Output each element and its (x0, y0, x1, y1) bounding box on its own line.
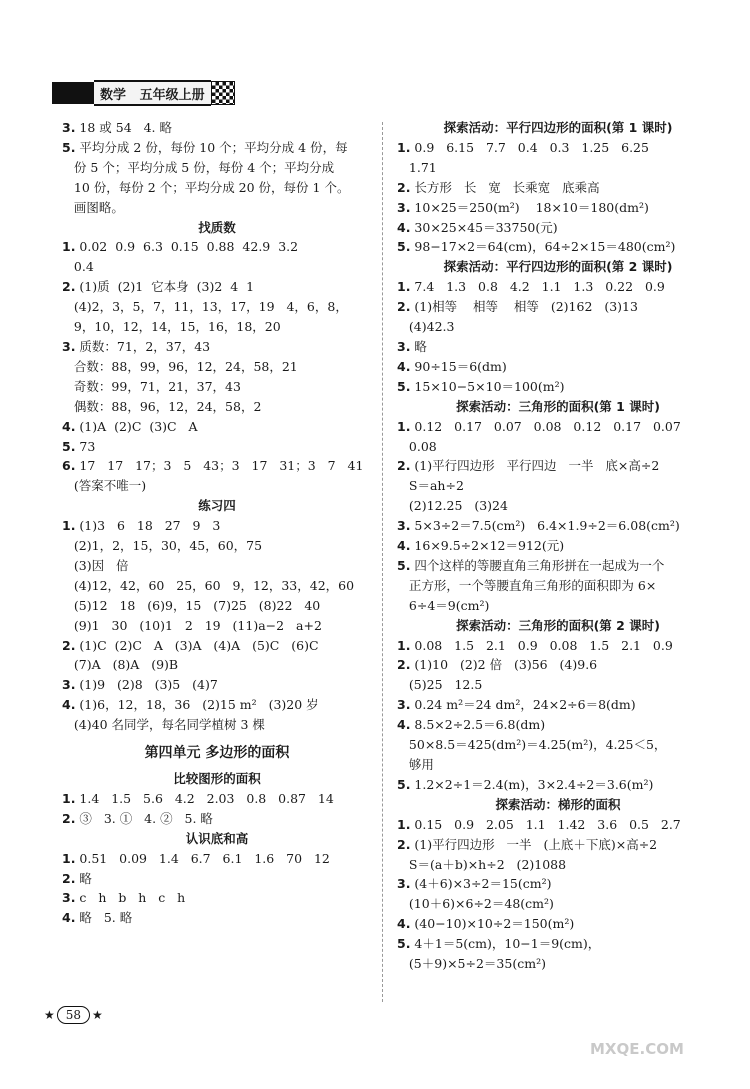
answer-text: (5＋9)×5÷2＝35(cm²) (397, 956, 546, 972)
question-number: 1. (397, 637, 411, 653)
answer-line (62, 576, 372, 596)
answer-text: 0.08 (397, 438, 437, 454)
answer-text: (1)9 (2)8 (3)5 (4)7 (75, 677, 218, 693)
answer-line (397, 815, 719, 835)
answer-line (62, 417, 372, 437)
answer-line (397, 576, 719, 596)
question-number: 4. (397, 219, 411, 235)
answer-line (62, 357, 372, 377)
header-title: 数学 五年级上册 (100, 87, 205, 103)
answer-line (62, 655, 372, 675)
header-black-bar (52, 82, 94, 104)
answer-text: (1)平行四边形 一半 (上底＋下底)×高÷2 (410, 836, 658, 852)
answer-text: 0.24 m²＝24 dm²，24×2÷6＝8(dm) (410, 697, 636, 713)
question-number: 1. (62, 790, 76, 806)
answer-line (397, 715, 719, 735)
answer-line (62, 277, 372, 297)
answer-text: 略 (410, 338, 427, 354)
section-heading: 探索活动：平行四边形的面积(第 1 课时) (443, 120, 673, 135)
question-number: 1. (397, 418, 411, 434)
answer-text: (1)相等 相等 相等 (2)162 (3)13 (410, 299, 638, 315)
question-number: 5. (397, 378, 411, 394)
answer-line (397, 934, 719, 954)
question-number: 5. (397, 776, 411, 792)
question-number: 3. (397, 338, 411, 354)
answer-text: (3)因 倍 (62, 557, 129, 573)
answer-line (397, 675, 719, 695)
answer-text: 0.08 1.5 2.1 0.9 0.08 1.5 2.1 0.9 (410, 637, 673, 653)
answer-text: c h b h c h (75, 890, 186, 906)
answer-text: (7)A (8)A (9)B (62, 657, 179, 673)
section-heading: 练习四 (198, 498, 236, 514)
question-number: 1. (397, 279, 411, 295)
answer-text: 17 17 17；3 5 43；3 17 31；3 7 41 (75, 458, 364, 474)
answer-text: 0.15 0.9 2.05 1.1 1.42 3.6 0.5 2.7 (410, 816, 681, 832)
answer-text: 73 (75, 438, 96, 454)
answer-line (62, 675, 372, 695)
answer-text: 50×8.5＝425(dm²)＝4.25(m²)，4.25＜5， (397, 737, 667, 753)
star-icon: ★ (44, 1008, 55, 1022)
answer-line (397, 655, 719, 675)
answer-line (62, 297, 372, 317)
answer-line (397, 337, 719, 357)
question-number: 3. (397, 697, 411, 713)
answer-text: 90÷15＝6(dm) (410, 358, 507, 374)
question-number: 3. (62, 890, 76, 906)
answer-line (62, 616, 372, 636)
answer-text: 长方形 长 宽 长乘宽 底乘高 (410, 179, 600, 195)
answer-line (397, 437, 719, 457)
answer-text: 平均分成 2 份，每份 10 个；平均分成 4 份，每 (75, 139, 348, 155)
answer-line (397, 297, 719, 317)
answer-line (397, 855, 719, 875)
answer-text: 够用 (397, 757, 434, 772)
answer-line (62, 789, 372, 809)
question-number: 1. (62, 518, 76, 534)
answer-text: 奇数：99，71，21，37，43 (62, 378, 241, 394)
question-number: 5. (397, 936, 411, 952)
answer-line (62, 198, 372, 218)
answer-line (62, 516, 372, 536)
question-number: 1. (397, 139, 411, 155)
answer-line (397, 138, 719, 158)
answer-line (397, 755, 719, 775)
answer-text: (1)10 (2)2 倍 (3)56 (4)9.6 (410, 657, 598, 673)
answer-text: 质数：71，2，37，43 (75, 338, 211, 354)
answer-line (62, 138, 372, 158)
answer-line (397, 317, 719, 337)
answer-line (397, 636, 719, 656)
answer-line (62, 556, 372, 576)
answer-text: 18 或 54 4. 略 (75, 120, 173, 135)
answer-text: 9，10，12，14，15，16，18，20 (62, 319, 281, 335)
answer-text: (40−10)×10÷2＝150(m²) (410, 916, 575, 932)
answer-text: 30×25×45＝33750(元) (410, 219, 558, 235)
question-number: 4. (397, 538, 411, 554)
answer-text: S＝ah÷2 (397, 478, 464, 494)
answer-line (397, 874, 719, 894)
unit-title: 第四单元 多边形的面积 (144, 745, 290, 762)
question-number: 4. (62, 418, 76, 434)
question-number: 5. (62, 139, 76, 155)
answer-text: (1)平行四边形 平行四边 一半 底×高÷2 (410, 458, 660, 474)
answer-text: (9)1 30 (10)1 2 19 (11)a−2 a+2 (62, 617, 322, 633)
section-heading: 认识底和高 (185, 830, 249, 846)
answer-line (397, 596, 719, 616)
answer-line (397, 218, 719, 238)
answer-text: 7.4 1.3 0.8 4.2 1.1 1.3 0.22 0.9 (410, 279, 665, 295)
answer-line (397, 735, 719, 755)
answer-text: (10＋6)×6÷2＝48(cm²) (397, 896, 554, 912)
answer-line (62, 158, 372, 178)
answer-text: (5)12 18 (6)9，15 (7)25 (8)22 40 (62, 597, 321, 613)
answer-text: (2)1，2，15，30，45，60，75 (62, 538, 263, 554)
question-number: 2. (62, 637, 76, 653)
question-number: 2. (62, 810, 76, 826)
answer-text: 偶数：88，96，12，24，58，2 (62, 398, 262, 414)
answer-text: 略 5. 略 (75, 910, 133, 926)
answer-line (397, 516, 719, 536)
answer-text: 四个这样的等腰直角三角形拼在一起成为一个 (410, 557, 665, 573)
answer-text: (4)12，42，60 25，60 9，12，33，42，60 (62, 577, 355, 593)
watermark: MXQE.COM (590, 1040, 684, 1058)
answer-line (62, 337, 372, 357)
answer-text: 份 5 个；平均分成 5 份，每份 4 个；平均分成 (62, 159, 335, 175)
answer-text: 0.9 6.15 7.7 0.4 0.3 1.25 6.25 (410, 139, 649, 155)
star-icon: ★ (92, 1008, 103, 1022)
answer-line (397, 835, 719, 855)
question-number: 3. (397, 876, 411, 892)
answer-line (62, 397, 372, 417)
answer-line (62, 869, 372, 889)
answer-text: 0.4 (62, 259, 94, 275)
answer-line (62, 536, 372, 556)
question-number: 2. (397, 657, 411, 673)
answer-line (62, 377, 372, 397)
answer-text: 8.5×2÷2.5＝6.8(dm) (410, 717, 546, 733)
column-divider (382, 122, 383, 1002)
answer-text: 1.4 1.5 5.6 4.2 2.03 0.8 0.87 14 (75, 790, 334, 806)
page-header (52, 80, 266, 106)
answer-text: 16×9.5÷2×12＝912(元) (410, 538, 565, 554)
question-number: 2. (62, 279, 76, 295)
question-number: 5. (397, 239, 411, 255)
answer-line (62, 456, 372, 476)
answer-line (62, 596, 372, 616)
question-number: 2. (397, 299, 411, 315)
answer-text: (答案不唯一) (62, 478, 147, 494)
question-number: 6. (62, 458, 76, 474)
page-number: 58 (57, 1006, 90, 1024)
answer-text: 1.71 (397, 159, 437, 175)
checker-decoration-icon (211, 81, 235, 105)
question-number: 1. (62, 850, 76, 866)
answer-line (397, 417, 719, 437)
question-number: 2. (397, 836, 411, 852)
answer-line (397, 178, 719, 198)
answer-text: 10×25＝250(m²) 18×10＝180(dm²) (410, 199, 649, 215)
answer-text: ③ 3. ① 4. ② 5. 略 (75, 810, 213, 826)
answer-text: 5×3÷2＝7.5(cm²) 6.4×1.9÷2＝6.08(cm²) (410, 518, 680, 534)
answer-line (397, 536, 719, 556)
answer-line (62, 437, 372, 457)
answer-text: 画图略。 (62, 199, 124, 215)
answer-text: 1.2×2÷1＝2.4(m)，3×2.4÷2＝3.6(m²) (410, 776, 654, 792)
question-number: 1. (62, 239, 76, 255)
question-number: 4. (397, 916, 411, 932)
answer-text: (4)42.3 (397, 319, 455, 335)
answer-text: 0.51 0.09 1.4 6.7 6.1 1.6 70 12 (75, 850, 330, 866)
answer-line (397, 496, 719, 516)
answer-line (397, 456, 719, 476)
question-number: 2. (62, 870, 76, 886)
question-number: 5. (397, 557, 411, 573)
question-number: 4. (397, 717, 411, 733)
answer-text: 合数：88，99，96，12，24，58，21 (62, 358, 298, 374)
answer-text: 正方形，一个等腰直角三角形的面积即为 6× (397, 577, 657, 593)
answer-text: 10 份，每份 2 个；平均分成 20 份，每份 1 个。 (62, 179, 350, 195)
question-number: 4. (397, 358, 411, 374)
answer-line (62, 118, 372, 138)
answer-line (397, 476, 719, 496)
section-heading: 比较图形的面积 (173, 771, 261, 786)
answer-line (397, 198, 719, 218)
left-column (62, 118, 372, 928)
answer-line (62, 317, 372, 337)
answer-line (397, 158, 719, 178)
answer-text: (1)质 (2)1 它本身 (3)2 4 1 (75, 279, 255, 295)
answer-line (397, 556, 719, 576)
section-heading: 探索活动：三角形的面积(第 1 课时) (456, 398, 660, 414)
answer-line (397, 377, 719, 397)
question-number: 3. (62, 120, 76, 135)
section-heading: 找质数 (198, 219, 236, 235)
question-number: 3. (397, 518, 411, 534)
answer-line (62, 849, 372, 869)
answer-text: (1)3 6 18 27 9 3 (75, 518, 221, 534)
question-number: 2. (397, 179, 411, 195)
answer-line (62, 636, 372, 656)
answer-text: 0.02 0.9 6.3 0.15 0.88 42.9 3.2 (75, 239, 299, 255)
question-number: 5. (62, 438, 76, 454)
answer-line (62, 237, 372, 257)
answer-text: (1)C (2)C A (3)A (4)A (5)C (6)C (75, 637, 319, 653)
answer-line (397, 357, 719, 377)
question-number: 2. (397, 458, 411, 474)
answer-line (62, 178, 372, 198)
answer-text: 略 (75, 870, 92, 886)
question-number: 3. (62, 338, 76, 354)
answer-line (62, 888, 372, 908)
answer-line (62, 476, 372, 496)
right-column (397, 118, 719, 974)
answer-text: 0.12 0.17 0.07 0.08 0.12 0.17 0.07 (410, 418, 681, 434)
answer-line (397, 894, 719, 914)
answer-line (62, 809, 372, 829)
answer-text: (5)25 12.5 (397, 677, 483, 693)
section-heading: 探索活动：梯形的面积 (495, 796, 621, 812)
header-caption (94, 80, 211, 106)
answer-text: 15×10−5×10＝100(m²) (410, 378, 565, 394)
answer-line (397, 954, 719, 974)
answer-line (62, 695, 372, 715)
page-number-badge (44, 1006, 103, 1024)
answer-text: (4)2，3，5，7，11，13，17，19 4，6，8， (62, 299, 348, 315)
answer-line (397, 775, 719, 795)
answer-text: (2)12.25 (3)24 (397, 498, 508, 514)
answer-text: S＝(a＋b)×h÷2 (2)1088 (397, 856, 567, 872)
answer-line (397, 695, 719, 715)
answer-text: (1)6，12，18，36 (2)15 m² (3)20 岁 (75, 697, 319, 713)
answer-text: 6÷4＝9(cm²) (397, 597, 490, 613)
question-number: 4. (62, 697, 76, 713)
section-heading: 探索活动：三角形的面积(第 2 课时) (456, 617, 660, 633)
answer-text: (4＋6)×3÷2＝15(cm²) (410, 876, 552, 892)
answer-line (397, 914, 719, 934)
answer-line (397, 237, 719, 257)
answer-text: 98−17×2＝64(cm)，64÷2×15＝480(cm²) (410, 239, 676, 255)
answer-line (62, 908, 372, 928)
answer-text: (1)A (2)C (3)C A (75, 418, 198, 434)
question-number: 3. (397, 199, 411, 215)
answer-line (397, 277, 719, 297)
answer-line (62, 257, 372, 277)
section-heading: 探索活动：平行四边形的面积(第 2 课时) (443, 259, 673, 275)
answer-text: 4＋1＝5(cm)，10−1＝9(cm)， (410, 936, 601, 952)
answer-line (62, 715, 372, 735)
question-number: 3. (62, 677, 76, 693)
answer-text: (4)40 名同学，每名同学植树 3 棵 (62, 717, 265, 733)
question-number: 1. (397, 816, 411, 832)
question-number: 4. (62, 910, 76, 926)
